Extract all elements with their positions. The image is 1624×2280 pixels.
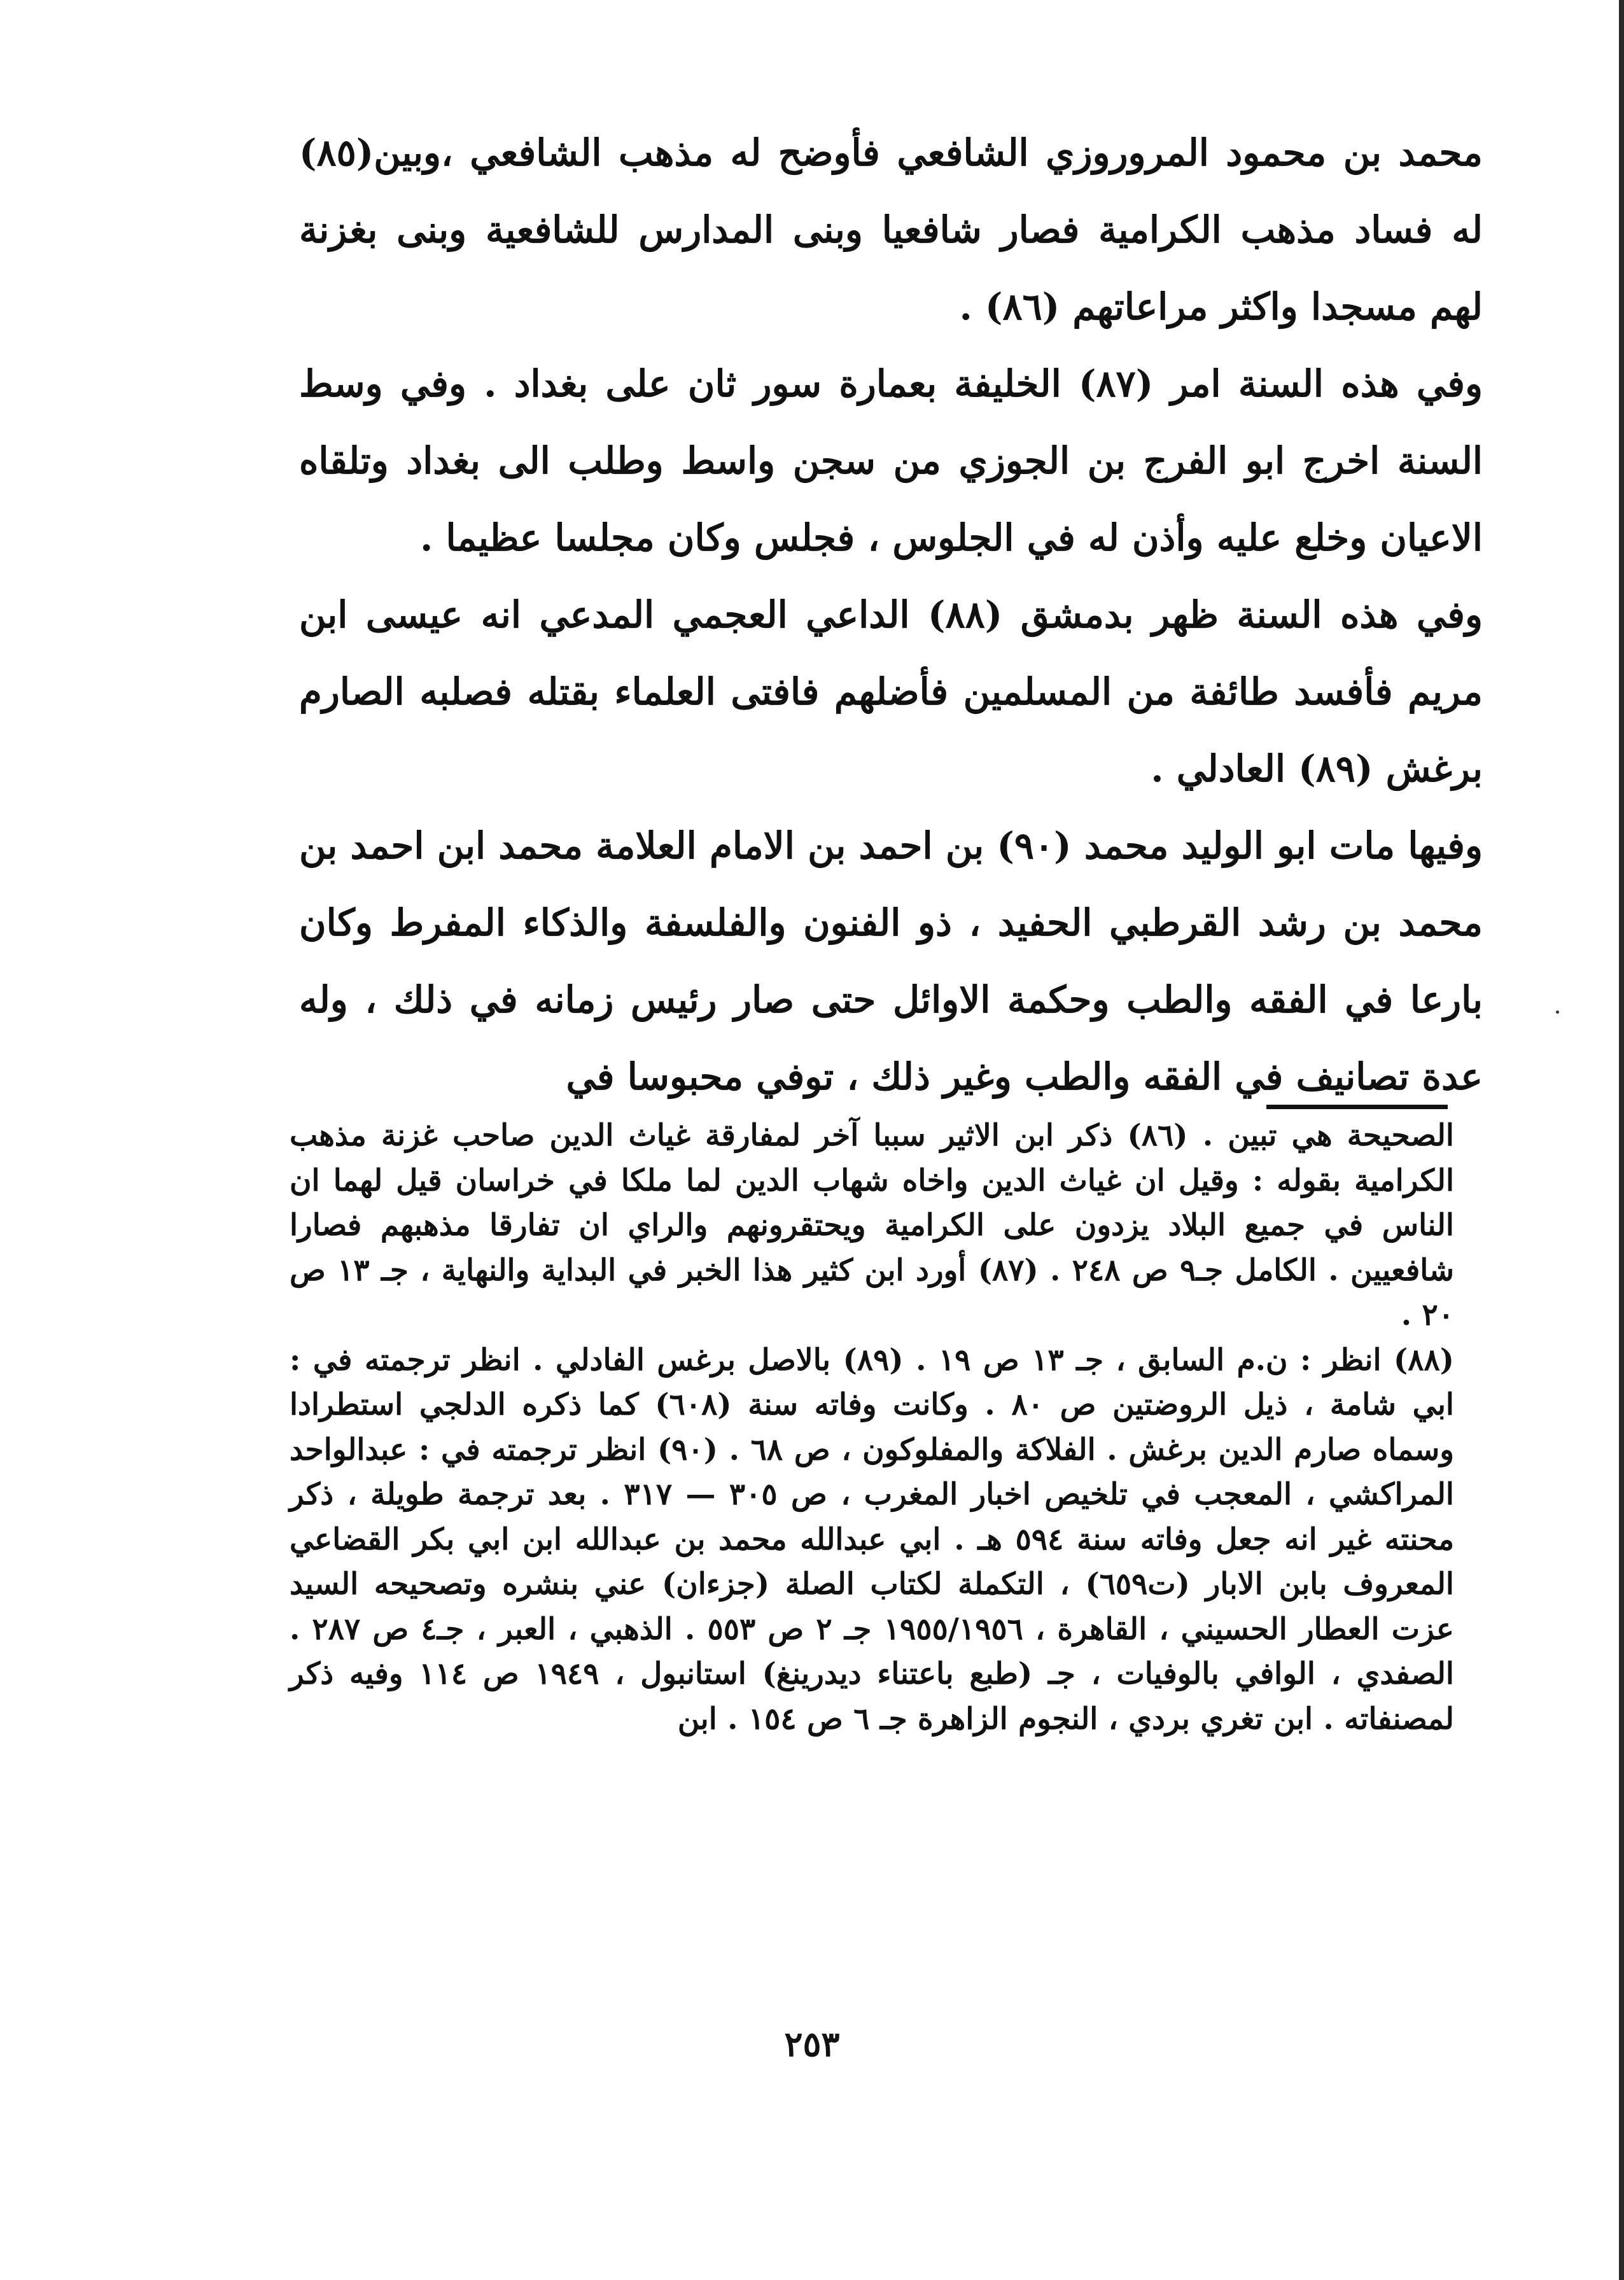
page-number: ٢٥٣ xyxy=(784,2024,840,2064)
footnote-separator xyxy=(1266,1105,1448,1109)
body-paragraph-2: وفي هذه السنة امر (٨٧) الخليفة بعمارة سور ثان على بغداد . وفي وسط السنة اخرج ابو الفرج بن الجوزي من سجن واسط وطلب الى بغداد وتلقاه الاعيان وخلع عليه وأذن له في الجلوس ، فجلس وكان مجلسا عظيما . xyxy=(299,362,1483,559)
scan-speck xyxy=(1556,1011,1559,1014)
body-paragraph-4: وفيها مات ابو الوليد محمد (٩٠) بن احمد بن الامام العلامة محمد ابن احمد بن محمد بن رشد القرطبي الحفيد ، ذو الفنون والفلسفة والذكاء المفرط وكان بارعا في الفقه والطب وحكمة الاوائل حتى صار رئيس زمانه في ذلك ، وله عدة تصانيف في الفقه والطب وغير ذلك ، توفي محبوسا في xyxy=(299,824,1483,1098)
page-edge-shadow xyxy=(1619,0,1624,2280)
body-paragraph-1: محمد بن محمود المروروزي الشافعي فأوضح له مذهب الشافعي ،وبين(٨٥) له فساد مذهب الكرامية فصار شافعيا وبنى المدارس للشافعية وبنى بغزنة لهم مسجدا واكثر مراعاتهم (٨٦) . xyxy=(299,131,1483,328)
main-text xyxy=(299,115,1483,1116)
body-paragraph-3: وفي هذه السنة ظهر بدمشق (٨٨) الداعي العجمي المدعي انه عيسى ابن مريم فأفسد طائفة من المسلمين فأضلهم فافتى العلماء بقتله فصلبه الصارم برغش (٨٩) العادلي . xyxy=(299,593,1483,790)
footnote-block-1: الصحيحة هي تبين . (٨٦) ذكر ابن الاثير سببا آخر لمفارقة غياث الدين صاحب غزنة مذهب الكرامية بقوله : وقيل ان غياث الدين واخاه شهاب الدين لما ملكا في خراسان قيل لهما ان الناس في جميع البلاد يزدون على الكرامية ويحتقرونهم والراي ان تفارقا مذهبهم فصارا شافعيين . الكامل جـ٩ ص ٢٤٨ . (٨٧) أورد ابن كثير هذا الخبر في البداية والنهاية ، جـ ١٣ ص ٢٠ . xyxy=(290,1118,1454,1332)
footnote-block-2: (٨٨) انظر : ن.م السابق ، جـ ١٣ ص ١٩ . (٨٩) بالاصل برغس الفادلي . انظر ترجمته في : ابي شامة ، ذيل الروضتين ص ٨٠ . وكانت وفاته سنة (٦٠٨) كما ذكره الدلجي استطرادا وسماه صارم الدين برغش . الفلاكة والمفلوكون ، ص ٦٨ . (٩٠) انظر ترجمته في : عبدالواحد المراكشي ، المعجب في تلخيص اخبار المغرب ، ص ٣٠٥ — ٣١٧ . بعد ترجمة طويلة ، ذكر محنته غير انه جعل وفاته سنة ٥٩٤ هـ . ابي عبدالله محمد بن عبدالله ابن ابي بكر القضاعي المعروف بابن الابار (ت٦٥٩) ، التكملة لكتاب الصلة (جزءان) عني بنشره وتصحيحه السيد عزت العطار الحسيني ، القاهرة ، ١٩٥٥/١٩٥٦ جـ ٢ ص ٥٥٣ . الذهبي ، العبر ، جـ٤ ص ٢٨٧ . الصفدي ، الوافي بالوفيات ، جـ (طبع باعتناء ديدرينغ) استانبول ، ١٩٤٩ ص ١١٤ وفيه ذكر لمصنفاته . ابن تغري بردي ، النجوم الزاهرة جـ ٦ ص ١٥٤ . ابن xyxy=(290,1342,1454,1737)
footnotes xyxy=(290,1114,1454,1742)
